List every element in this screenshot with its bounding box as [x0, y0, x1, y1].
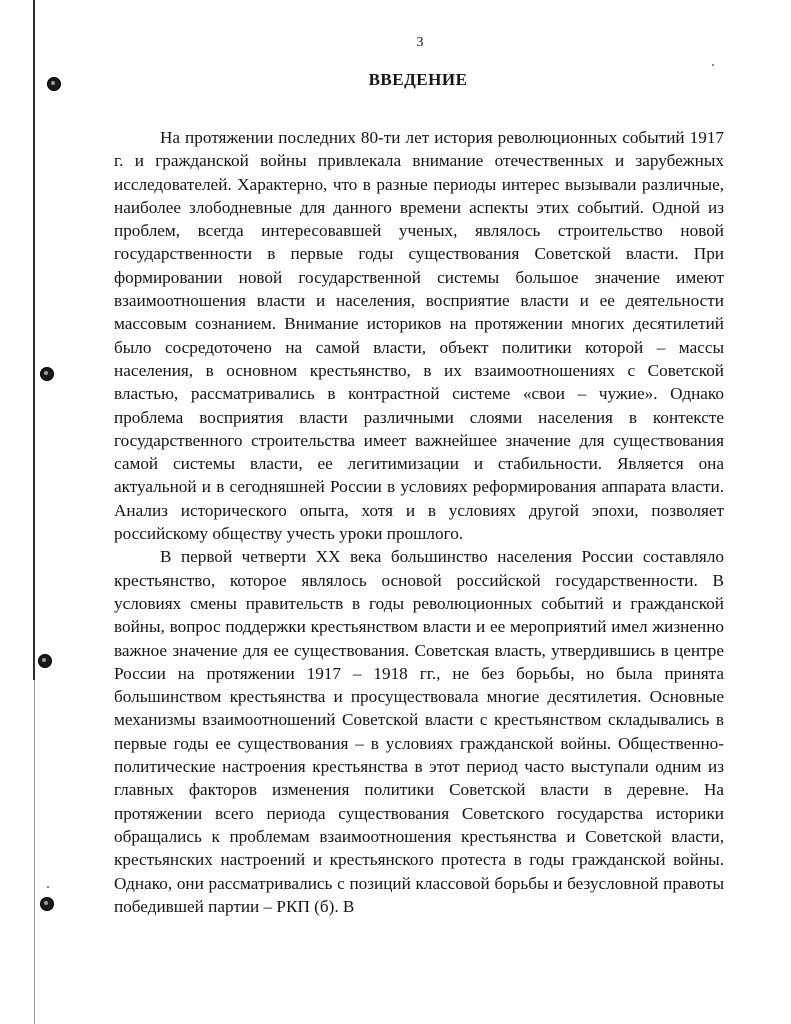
punch-hole-icon — [40, 897, 54, 911]
punch-hole-icon — [38, 654, 52, 668]
paragraph: На протяжении последних 80-ти лет история революционных событий 1917 г. и гражданской войны привлекала внимание отечественных и зарубежных исследователей. Характерно, что в разные периоды интерес вызывали различные, наиболее злободневные для данного времени аспекты этих событий. Одной из проблем, всегда интересовавшей ученых, являлось строительство новой государственности в первые годы существования Советской власти. При формировании новой государственной системы большое значение имеют взаимоотношения власти и населения, восприятие власти и ее деятельности массовым сознанием. Внимание историков на протяжении многих десятилетий было сосредоточено на самой власти, объект политики которой – массы населения, в основном крестьянство, в их взаимоотношениях с Советской властью, рассматривались в контрастной системе «свои – чужие». Однако проблема восприятия власти различными слоями населения в контексте государственного строительства имеет важнейшее значение для существования самой системы власти, ее легитимизации и стабильности. Является она актуальной и в сегодняшней России в условиях реформирования аппарата власти. Анализ исторического опыта, хотя и в условиях другой эпохи, позволяет российскому обществу учесть уроки прошлого. — [114, 128, 724, 544]
scan-border-line-lower — [34, 680, 35, 1024]
scan-speck — [47, 886, 49, 888]
scan-speck — [712, 64, 714, 66]
page-number: 3 — [416, 35, 424, 50]
body-text — [114, 126, 724, 918]
punch-hole-icon — [40, 367, 54, 381]
paragraph: В первой четверти XX века большинство населения России составляло крестьянство, которое являлось основой российской государственности. В условиях смены правительств в годы революционных событий и гражданской войны, вопрос поддержки крестьянством власти и ее мероприятий имел жизненно важное значение для ее существования. Советская власть, утвердившись в центре России на протяжении 1917 – 1918 гг., не без борьбы, но была принята большинством крестьянства и просуществовала многие десятилетия. Основные механизмы взаимоотношений Советской власти с крестьянством складывались в первые годы ее существования – в условиях гражданской войны. Общественно-политические настроения крестьянства в этот период часто выступали одним из главных факторов изменения политики Советской власти в деревне. На протяжении всего периода существования Советского государства историки обращались к проблемам взаимоотношения крестьянства и Советской власти, крестьянских настроений и крестьянского протеста в годы гражданской войны. Однако, они рассматривались с позиций классовой борьбы и безусловной правоты победившей партии – РКП (б). В — [114, 547, 724, 916]
page-title: ВВЕДЕНИЕ — [368, 70, 468, 89]
scan-border-line — [33, 0, 35, 680]
